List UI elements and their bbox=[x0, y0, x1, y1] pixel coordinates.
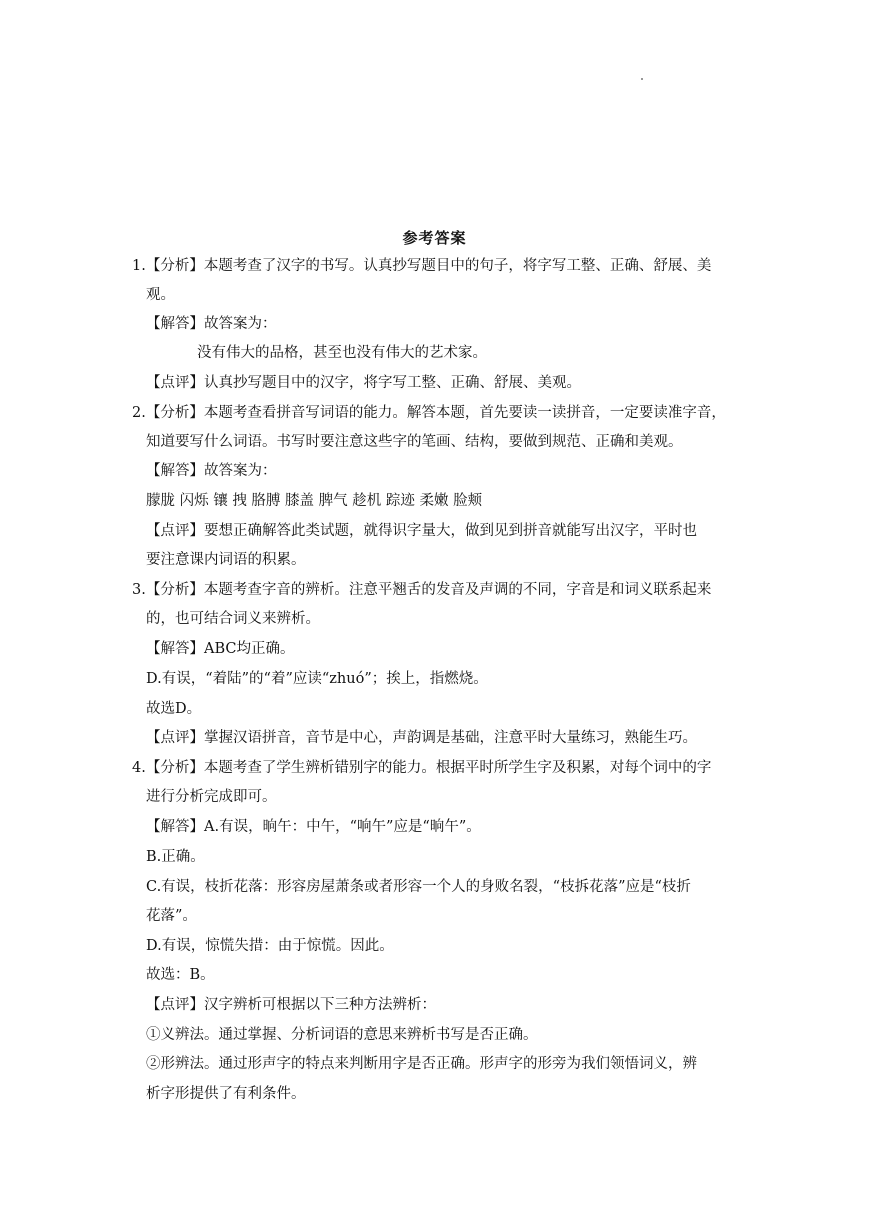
text-line: 4.【分析】本题考查了学生辨析错别字的能力。根据平时所学生字及积累，对每个词中的字 bbox=[132, 760, 712, 776]
text-line: 3.【分析】本题考查字音的辨析。注意平翘舌的发音及声调的不同，字音是和词义联系起来 bbox=[132, 582, 712, 598]
text-line: 的，也可结合词义来辨析。 bbox=[146, 611, 320, 627]
header-dot bbox=[641, 78, 643, 80]
text-line: 朦胧 闪烁 镶 拽 胳膊 膝盖 脾气 趁机 踪迹 柔嫩 脸颊 bbox=[146, 493, 483, 509]
text-line: D.有误，“着陆”的“着”应读“zhuó”；挨上，指燃烧。 bbox=[146, 671, 488, 687]
text-line: 要注意课内词语的积累。 bbox=[146, 552, 306, 568]
text-line: 【点评】要想正确解答此类试题，就得识字量大，做到见到拼音就能写出汉字，平时也 bbox=[146, 523, 697, 539]
text-line: 故选：B。 bbox=[146, 967, 215, 983]
text-line: 【解答】故答案为： bbox=[146, 463, 277, 479]
text-line: 故选D。 bbox=[146, 701, 202, 717]
text-line: 花落”。 bbox=[146, 908, 197, 924]
text-line: 【解答】故答案为： bbox=[146, 316, 277, 332]
text-line: 【点评】认真抄写题目中的汉字，将字写工整、正确、舒展、美观。 bbox=[146, 375, 581, 391]
text-line: C.有误，枝折花落：形容房屋萧条或者形容一个人的身败名裂，“枝拆花落”应是“枝折 bbox=[146, 879, 691, 895]
text-line: 没有伟大的品格，甚至也没有伟大的艺术家。 bbox=[197, 345, 487, 361]
text-line: 【解答】ABC均正确。 bbox=[146, 641, 295, 657]
text-line: 2.【分析】本题考查看拼音写词语的能力。解答本题，首先要读一读拼音，一定要读准字音， bbox=[132, 405, 726, 421]
text-line: 观。 bbox=[146, 287, 175, 303]
text-line: B.正确。 bbox=[146, 849, 205, 865]
text-line: 【解答】A.有误，晌午：中午，“响午”应是“晌午”。 bbox=[146, 819, 481, 835]
text-line: 析字形提供了有利条件。 bbox=[146, 1086, 306, 1102]
page-title: 参考答案 bbox=[402, 229, 467, 247]
text-line: 知道要写什么词语。书写时要注意这些字的笔画、结构，要做到规范、正确和美观。 bbox=[146, 434, 683, 450]
text-line: 【点评】汉字辨析可根据以下三种方法辨析： bbox=[146, 997, 436, 1013]
text-line: ①义辨法。通过掌握、分析词语的意思来辨析书写是否正确。 bbox=[146, 1027, 538, 1043]
text-line: 1.【分析】本题考查了汉字的书写。认真抄写题目中的句子，将字写工整、正确、舒展、美 bbox=[132, 258, 712, 274]
text-line: D.有误，惊慌失措：由于惊慌。因此。 bbox=[146, 938, 394, 954]
text-line: 【点评】掌握汉语拼音，音节是中心，声韵调是基础，注意平时大量练习，熟能生巧。 bbox=[146, 730, 697, 746]
text-line: ②形辨法。通过形声字的特点来判断用字是否正确。形声字的形旁为我们领悟词义，辨 bbox=[146, 1056, 697, 1072]
text-line: 进行分析完成即可。 bbox=[146, 789, 277, 805]
